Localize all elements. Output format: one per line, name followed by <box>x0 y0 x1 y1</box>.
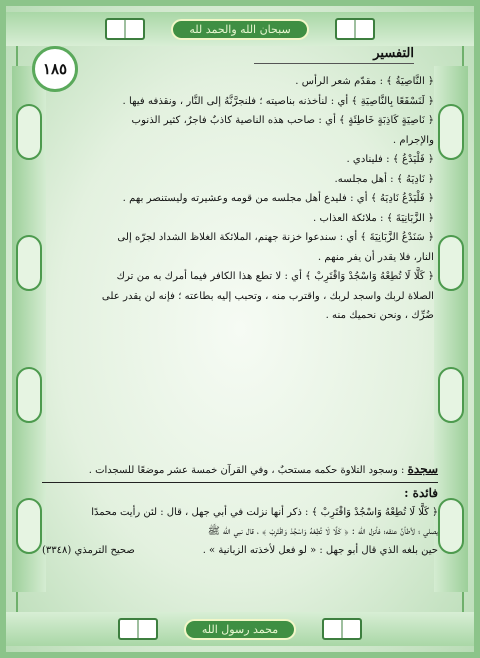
benefit-label: فائدة : <box>404 486 438 500</box>
calligraphy-medallion-icon <box>438 367 464 423</box>
calligraphy-medallion-icon <box>16 104 42 160</box>
tafsir-line: ﴿ سَنَدْعُ الزَّبَانِيَةَ ﴾ أي : سندعوا خزنة جهنم، الملائكة الغلاظ الشداد لجرّه إلى <box>117 232 434 243</box>
open-book-icon <box>105 18 145 40</box>
bottom-decorative-band <box>6 612 474 646</box>
tafsir-line: ﴿ نَادِيَهُ ﴾ : أهل مجلسه. <box>334 173 434 185</box>
calligraphy-medallion-icon <box>438 498 464 554</box>
open-book-icon <box>322 618 362 640</box>
tafsir-line: والإجرام . <box>392 134 434 146</box>
benefit-last-row <box>42 541 438 560</box>
tafsir-line: ضُرِّك ، ونحن نحميك منه . <box>325 310 434 321</box>
top-calligraphy-banner: سبحان الله والحمد لله <box>171 19 308 40</box>
benefit-line: يصلي ؛ لأطأنَّ عنقه؛ فأنزل الله : ﴿ كَلَّا لَا تُطِعْهُ وَاسْجُدْ وَاقْتَرِبْ ﴾ ، قال نبي الله ﷺ <box>207 526 438 537</box>
tafsir-line: ﴿ النَّاصِيَةُ ﴾ : مقدّم شعر الرأس . <box>295 76 434 87</box>
tafsir-line: ﴿ نَاصِيَةٍ كَاذِبَةٍ خَاطِئَةٍ ﴾ أي : صاحب هذه الناصية كاذبٌ فاجرٌ، كثير الذنوب <box>131 115 434 126</box>
calligraphy-medallion-icon <box>16 235 42 291</box>
divider <box>42 482 438 483</box>
sajda-text: : وسجود التلاوة حكمه مستحبٌ ، وفي القرآن خمسة عشر موضعًا للسجدات . <box>88 465 405 476</box>
left-decorative-strip <box>12 66 46 592</box>
open-book-icon <box>118 618 158 640</box>
bottom-calligraphy-banner: محمد رسول الله <box>184 619 296 640</box>
open-book-icon <box>335 18 375 40</box>
tafsir-line: ﴿ فَلْيَدْعُ ﴾ : فلينادي . <box>346 154 434 165</box>
tafsir-line: ﴿ الزَّبَانِيَةَ ﴾ : ملائكة العذاب . <box>313 212 434 224</box>
section-title: التفسير <box>254 46 414 64</box>
tafsir-line: ﴿ فَلْيَدْعُ نَادِيَهُ ﴾ أي : فليدع أهل مجلسه من قومه وعشيرته وليستنصر بهم . <box>122 193 434 204</box>
tafsir-line: النار، فلا يقدر أن يفر منهم . <box>317 251 434 263</box>
hadith-reference: صحيح الترمذي (٣٣٤٨) <box>42 545 135 556</box>
sajda-label: سجدة <box>407 462 438 476</box>
tafsir-line: ﴿ كَلَّا لَا تُطِعْهُ وَاسْجُدْ وَاقْتَرِبْ ﴾ أي : لا تطع هذا الكافر فيما أمرك به من ترك <box>116 271 434 282</box>
calligraphy-medallion-icon <box>16 367 42 423</box>
top-decorative-band <box>6 12 474 46</box>
page-number-badge: ١٨٥ <box>32 46 78 92</box>
tafsir-line: ﴿ لَنَسْفَعًا بِالنَّاصِيَةِ ﴾ أي : لنأخذنه بناصيته ؛ فلنجرَّنَّهُ إلى النَّار ، ونقذفه فيها . <box>122 95 434 107</box>
calligraphy-medallion-icon <box>438 104 464 160</box>
calligraphy-medallion-icon <box>16 498 42 554</box>
benefit-line: ﴿ كَلَّا لَا تُطِعْهُ وَاسْجُدْ وَاقْتَرِبْ ﴾ : ذكر أنها نزلت في أبي جهل ، قال : لئن رأيت محمدًا <box>91 507 438 518</box>
calligraphy-medallion-icon <box>438 235 464 291</box>
tafsir-line: الصلاة لربك واسجد لربك ، واقترب منه ، وتحبب إليه بطاعته ؛ فإنه لن يقدر على <box>101 290 434 302</box>
right-decorative-strip <box>434 66 468 592</box>
footer-notes <box>42 460 438 560</box>
sajda-note <box>42 460 438 480</box>
benefit-line: حين بلغه الذي قال أبو جهل : « لو فعل لأخذته الزبانية » . <box>202 545 438 556</box>
